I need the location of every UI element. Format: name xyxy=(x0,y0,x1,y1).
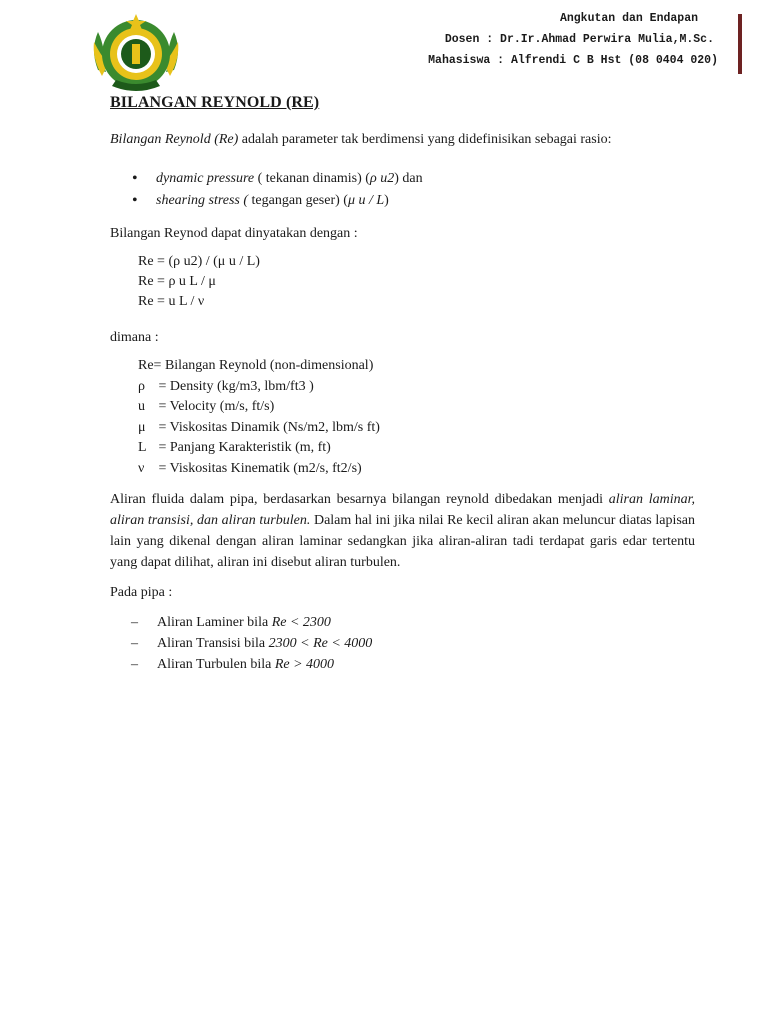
definition-symbol: ρ xyxy=(138,378,145,394)
bullet-text: ( tekanan dinamis) ( xyxy=(254,171,370,186)
faculty-emblem-logo xyxy=(88,10,184,94)
page-title: BILANGAN REYNOLD (RE) xyxy=(110,94,320,111)
equation-intro: Bilangan Reynod dapat dinyatakan dengan : xyxy=(110,226,358,241)
list-item xyxy=(128,168,423,190)
equation: Re = (ρ u2) / (μ u / L) xyxy=(138,254,260,269)
equation: Re = u L / ν xyxy=(138,294,205,309)
definition-row xyxy=(138,356,380,377)
definition-symbol: L xyxy=(138,440,147,455)
bullet-formula: ρ u2 xyxy=(369,171,395,186)
flow-condition: 2300 < Re < 4000 xyxy=(268,636,373,651)
flow-paragraph xyxy=(110,489,695,573)
where-label: dimana : xyxy=(110,330,159,345)
bullet-tail: ) dan xyxy=(394,171,423,186)
paragraph-text: Dalam hal ini jika nilai Re kecil aliran akan meluncur diatas lapisan lain yang dikenal dengan aliran laminar sedangkan jika aliran-aliran tadi terdapat garis edar tertentu yang dapat dilihat, aliran ini disebut aliran turbulen. xyxy=(110,513,695,570)
intro-paragraph xyxy=(110,132,612,148)
flow-type: Aliran Turbulen bila xyxy=(157,657,275,672)
bullet-text: tegangan geser) ( xyxy=(248,193,348,208)
pipe-flow-list xyxy=(131,612,372,675)
definition-symbol: μ xyxy=(138,419,146,435)
intro-term: Bilangan Reynold (Re) xyxy=(110,132,239,147)
list-item xyxy=(131,612,372,633)
definition-symbol: u xyxy=(138,399,145,414)
definition-text: = Viskositas Dinamik (Ns/m2, lbm/s ft) xyxy=(155,419,380,435)
bullet-tail: ) xyxy=(384,193,389,208)
pipe-intro: Pada pipa : xyxy=(110,585,173,600)
list-item xyxy=(131,654,372,675)
intro-text: adalah parameter tak berdimensi yang didefinisikan sebagai rasio: xyxy=(238,132,612,147)
lecturer-line: Dosen : Dr.Ir.Ahmad Perwira Mulia,M.Sc. xyxy=(444,33,714,46)
flow-condition: Re < 2300 xyxy=(271,615,331,630)
bullet-term: dynamic pressure xyxy=(156,171,255,186)
definition-row xyxy=(138,397,380,418)
definition-symbol: ν xyxy=(138,460,145,476)
header-accent-bar xyxy=(738,14,742,74)
definition-row xyxy=(138,438,380,459)
definition-text: Re= Bilangan Reynold (non-dimensional) xyxy=(138,358,374,373)
paragraph-emphasis: aliran laminar, aliran transisi, dan aliran turbulen. xyxy=(110,492,695,528)
definition-row xyxy=(138,459,380,480)
list-item xyxy=(131,633,372,654)
student-line: Mahasiswa : Alfrendi C B Hst (08 0404 020) xyxy=(428,54,718,67)
equation-block xyxy=(138,252,260,312)
equation: Re = ρ u L / μ xyxy=(138,274,216,289)
definition-text: = Density (kg/m3, lbm/ft3 ) xyxy=(155,378,314,394)
definition-text: = Panjang Karakteristik (m, ft) xyxy=(155,440,331,455)
definitions-block xyxy=(138,356,380,479)
bullet-term: shearing stress ( xyxy=(156,193,249,208)
flow-condition: Re > 4000 xyxy=(274,657,335,672)
paragraph-text: Aliran fluida dalam pipa, berdasarkan besarnya bilangan reynold dibedakan menjadi xyxy=(110,492,609,507)
definition-text: = Viskositas Kinematik (m2/s, ft2/s) xyxy=(155,460,362,476)
document-header xyxy=(428,8,718,71)
ratio-list xyxy=(128,168,423,212)
flow-type: Aliran Laminer bila xyxy=(157,615,272,630)
course-name: Angkutan dan Endapan xyxy=(559,12,698,25)
definition-text: = Velocity (m/s, ft/s) xyxy=(155,399,275,414)
definition-row xyxy=(138,418,380,439)
flow-type: Aliran Transisi bila xyxy=(157,636,269,651)
bullet-formula: μ u / L xyxy=(347,193,385,208)
definition-row xyxy=(138,377,380,398)
list-item xyxy=(128,190,423,212)
